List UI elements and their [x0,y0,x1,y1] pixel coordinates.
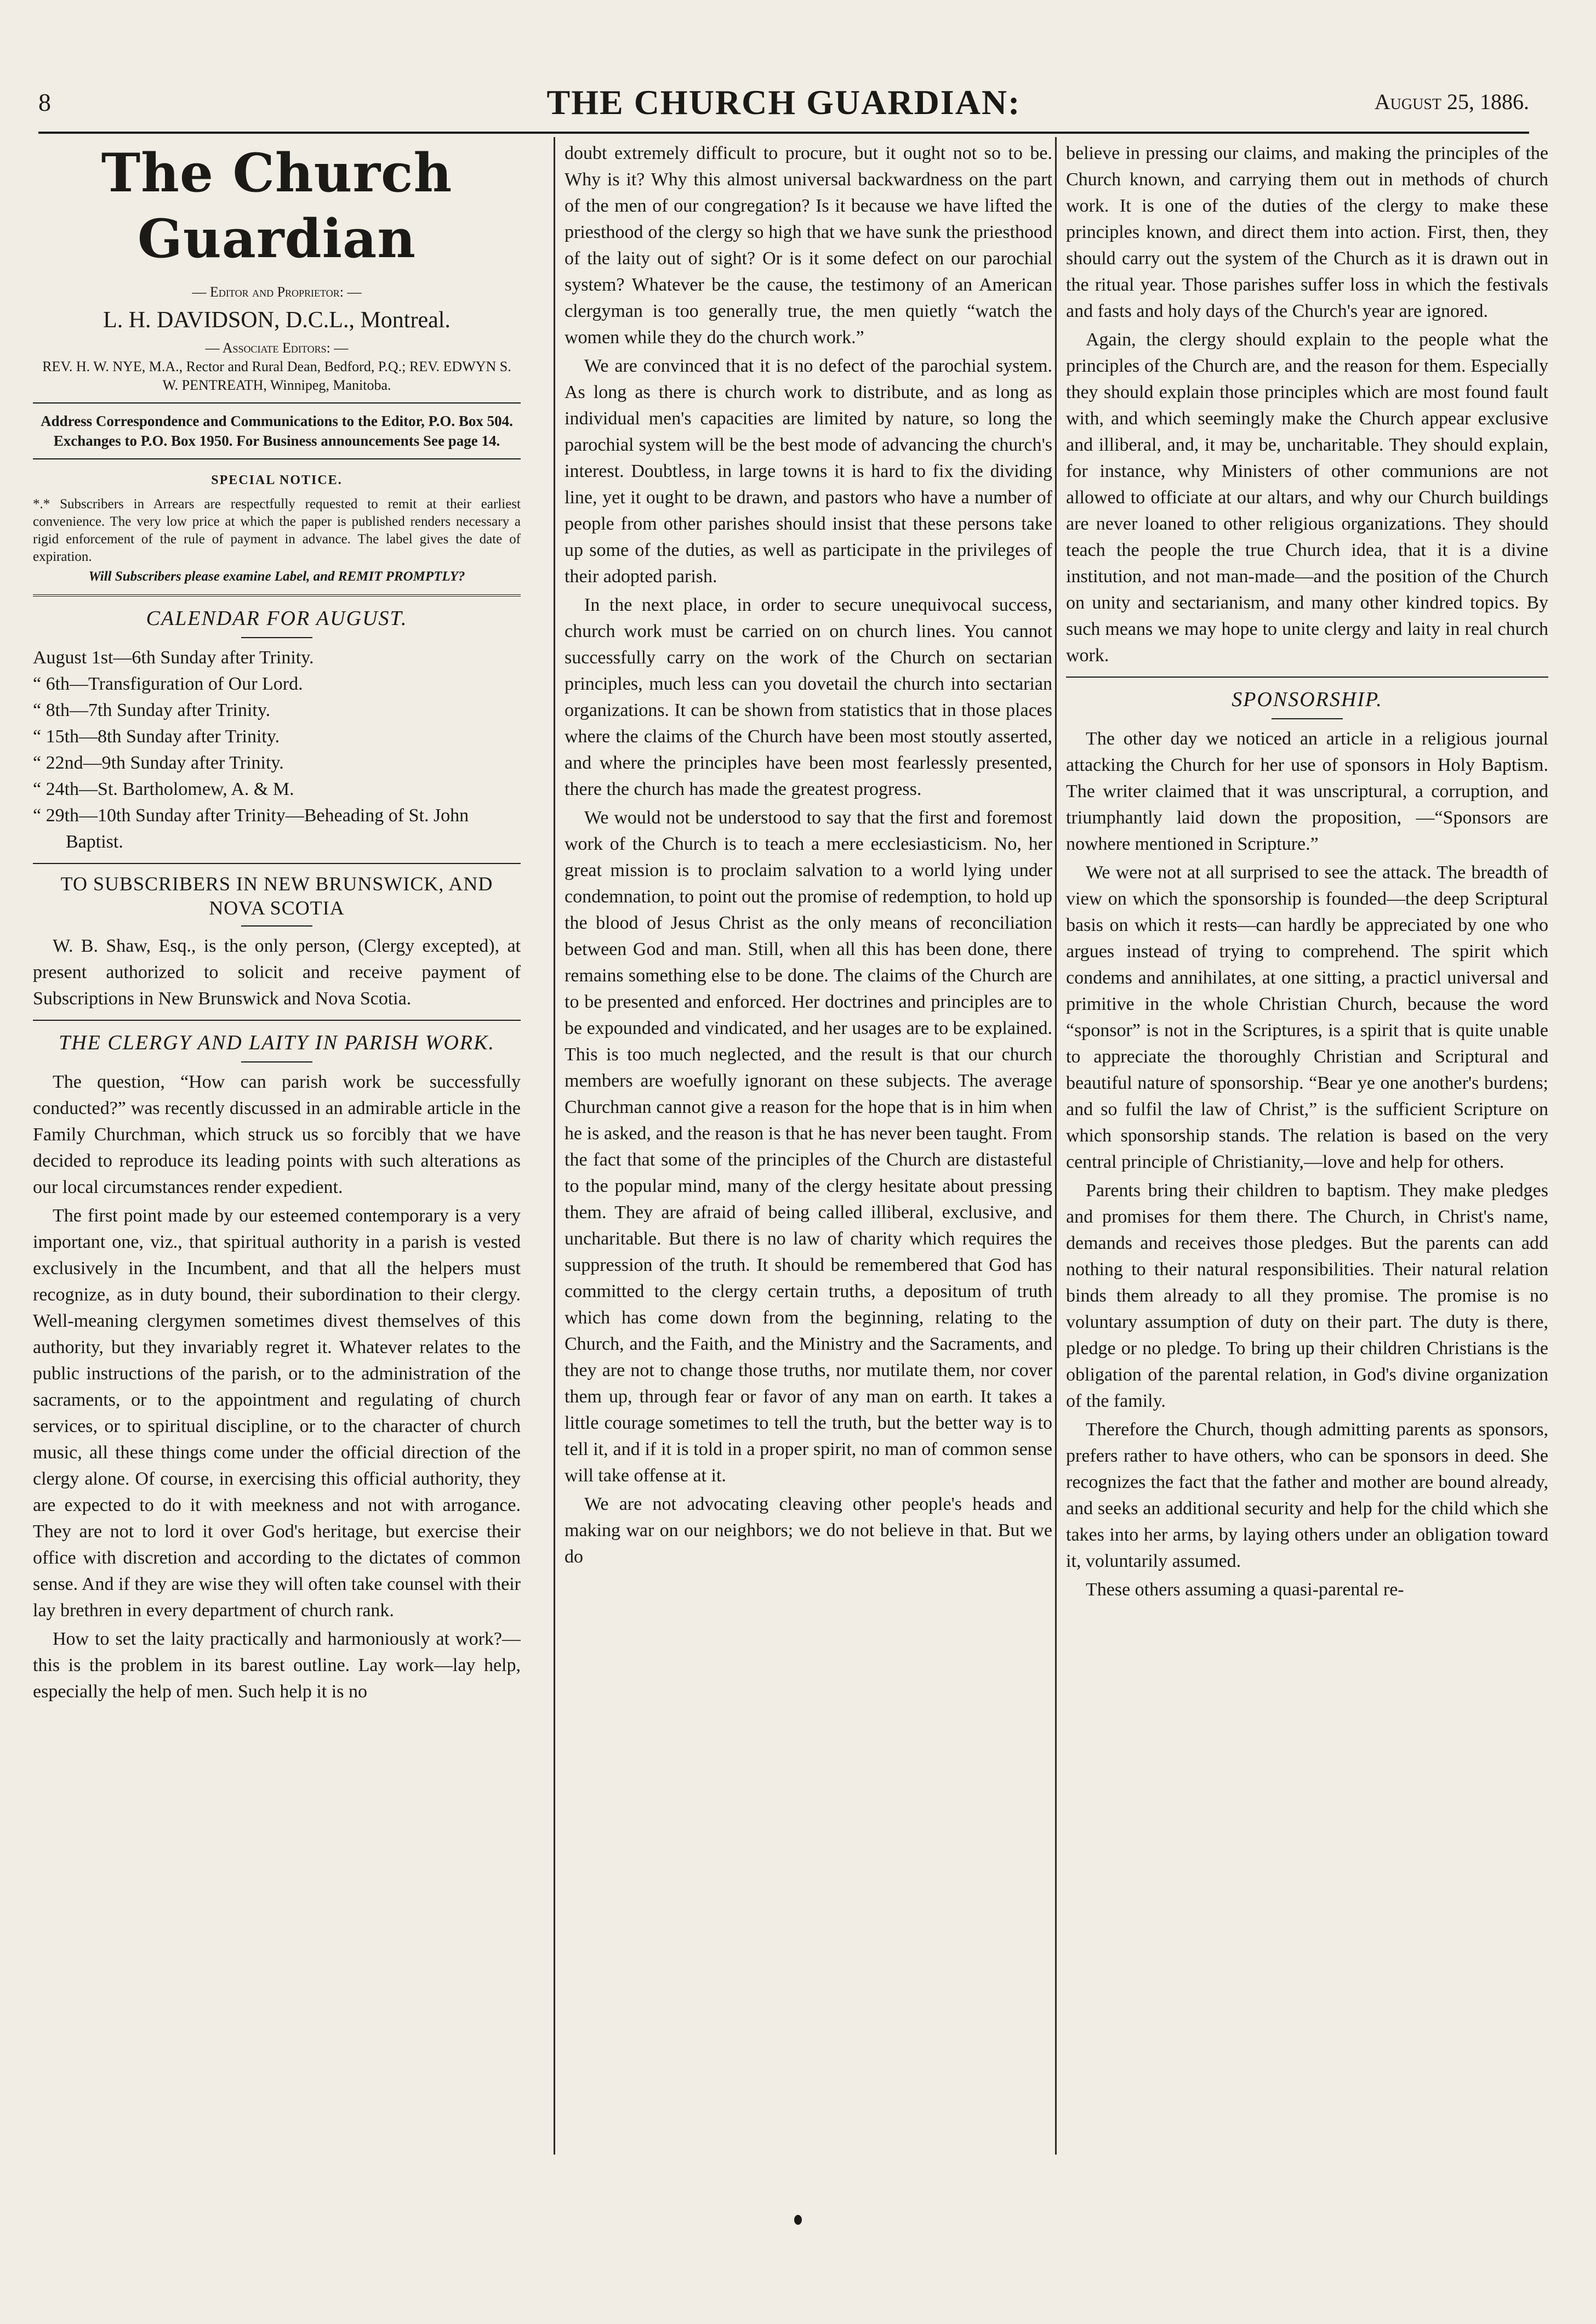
paragraph: The question, “How can parish work be successfully conducted?” was recently discussed in an admirable article in the Family Churchman, which struck us so forcibly that we have decided to reproduce its leading points with such alterations as our local circumstances render expedient. [33,1072,521,1197]
calendar-entry: “ 8th—7th Sunday after Trinity. [33,700,271,720]
rule [33,863,521,864]
issue-date: August 25, 1886. [1374,89,1529,114]
special-notice-tail: Will Subscribers please examine Label, and REMIT PROMPTLY? [88,569,465,584]
address-notice: Address Correspondence and Communications to the Editor, P.O. Box 504. Exchanges to P.O. Box 1950. For Business announcements See page 14. [41,413,513,449]
column-3 [1066,140,1548,1605]
paragraph: We are convinced that it is no defect of the parochial system. As long as there is church work to distribute, and as long as individual men's capacities are limited by nature, so long the parochial system will be the best mode of advancing the church's interest. Doubtless, in large towns it is hard to fix the dividing line, yet it ought to be drawn, and pastors who have a number of people from other parishes should insist that these persons take up some of the duties, as well as participate in the privileges of their adopted parish. [565,356,1052,587]
paragraph: How to set the laity practically and harmoniously at work?—this is the problem in its barest outline. Lay work—lay help, especially the help of men. Such help it is no [33,1629,521,1702]
column-2 [565,140,1052,1572]
article-heading: THE CLERGY AND LAITY IN PARISH WORK. [59,1031,495,1054]
header-rule [38,132,1529,134]
short-rule [1272,718,1343,719]
column-1 [33,140,521,1707]
subscribers-body: W. B. Shaw, Esq., is the only person, (Clergy excepted), at present authorized to solicit and receive payment of Subscriptions in New Brunswick and Nova Scotia. [33,936,521,1009]
paragraph: In the next place, in order to secure unequivocal success, church work must be carried on on church lines. You cannot successfully carry on the work of the Church on sectarian principles, much less can you dovetail the church into sectarian organizations. It can be shown from statistics that in those places where the claims of the Church have been most stoutly asserted, and where the principles have been most fearlessly presented, there the church has made the greatest progress. [565,595,1052,799]
paragraph: believe in pressing our claims, and making the principles of the Church known, and carrying them out in methods of church work. It is one of the duties of the clergy to make these principles known, and direct them into action. First, then, they should carry out the system of the Church as it is drawn out in the ritual year. Those parishes suffer loss in which the festivals and fasts and holy days of the Church's year are ignored. [1066,143,1548,321]
sponsorship-heading: SPONSORSHIP. [1232,688,1383,711]
special-notice-body: *.* Subscribers in Arrears are respectfully requested to remit at their earliest convenience. The very low price at which the paper is published renders necessary a rigid enforcement of the rule of payment in advance. The label gives the date of expiration. [33,497,521,564]
masthead: The Church Guardian [101,142,453,270]
calendar-entry: “ 6th—Transfiguration of Our Lord. [33,674,303,694]
special-notice-heading: SPECIAL NOTICE. [211,473,343,487]
calendar-entry: “ 15th—8th Sunday after Trinity. [33,726,280,747]
paragraph: Again, the clergy should explain to the people what the principles of the Church are, and the reason for them. Especially they should explain those principles which are most found fault with, and which seemingly make the Church appear exclusive and illiberal, and, it may be, uncharitable. They should explain, for instance, why Ministers of other communions are not allowed to officiate at our altars, and why our Church buildings are never loaned to other religious organizations. They should teach the people the true Church idea, that it is a divine institution, and not man-made—and the position of the Church on unity and sectarianism, and many other kindred topics. By such means we may hope to unite clergy and laity in real church work. [1066,329,1548,666]
paragraph: We would not be understood to say that the first and foremost work of the Church is to teach a mere ecclesiasticism. No, her great mission is to proclaim salvation to a world lying under condemnation, to point out the promise of redemption, to hold up the blood of Jesus Christ as the only means of reconciliation between God and man. Still, when all this has been done, there remains something else to be done. The claims of the Church are to be presented and enforced. Her doctrines and principles are to be expounded and vindicated, and her usages are to be explained. This is too much neglected, and the result is that our church members are woefully ignorant on these subjects. The average Churchman cannot give a reason for the hope that is in him when he is asked, and the reason is that he has never been taught. From the fact that some of the principles of the Church are distasteful to the popular mind, many of the clergy hesitate about pressing them. They are afraid of being called illiberal, exclusive, and uncharitable. But there is no law of charity which requires the suppression of the truth. It should be remembered that God has committed to the clergy certain truths, a depositum of truth which has come down from the beginning, relating to the Church, and the Faith, and the Ministry and the Sacraments, and they are not to change those truths, nor mutilate them, nor cover them up, through fear or favor of any man on earth. It takes a little courage sometimes to tell the truth, but the better way is to tell it, and if it is told in a proper spirit, no man of common sense will take offense at it. [565,808,1052,1486]
short-rule [241,637,312,638]
rule [1066,677,1548,678]
paragraph: We were not at all surprised to see the attack. The breadth of view on which the sponsorship is founded—the deep Scriptural basis on which it rests—can hardly be appreciated by one who argues instead of trying to comprehend. The spirit which condems and annihilates, at one sitting, a practicl universal and primitive in the whole Christian Church, because the word “sponsor” is not in the Scriptures, is a spirit that is quite unable to appreciate the thoroughly Christian and Scriptural and beautiful nature of sponsorship. “Bear ye one another's burdens; and so fulfil the law of Christ,” is the sufficient Scripture on which sponsorship stands. The relation is based on the very central principle of Christianity,—love and help for others. [1066,862,1548,1172]
associate-editors: REV. H. W. NYE, M.A., Rector and Rural Dean, Bedford, P.Q.; REV. EDWYN S. W. PENTREATH, Winnipeg, Manitoba. [42,359,511,393]
editor-label: — Editor and Proprietor: — [192,284,362,300]
ink-dot [794,2215,802,2225]
page-number: 8 [38,88,51,116]
calendar-heading: CALENDAR FOR AUGUST. [146,607,408,630]
paragraph: The other day we noticed an article in a religious journal attacking the Church for her use of sponsors in Holy Baptism. The writer claimed that it was unscriptural, a corruption, and triumphantly laid down the proposition, —“Sponsors are nowhere mentioned in Scripture.” [1066,729,1548,854]
calendar-entry: “ 22nd—9th Sunday after Trinity. [33,753,284,773]
paragraph: These others assuming a quasi-parental re- [1086,1579,1404,1600]
paragraph: doubt extremely difficult to procure, but it ought not so to be. Why is it? Why this almost universal backwardness on the part of the men of our congregation? Is it because we have lifted the priesthood of the clergy so high that we have sunk the priesthood of the laity out of sight? Or is it some defect on our parochial system? Whatever be the cause, the testimony of an American clergyman is too generally true, the men quietly “watch the women while they do the church work.” [565,143,1052,348]
rule [33,402,521,404]
calendar-entry: August 1st—6th Sunday after Trinity. [33,647,314,668]
running-title: THE CHURCH GUARDIAN: [546,83,1021,122]
calendar-entry: “ 29th—10th Sunday after Trinity—Beheading of St. John Baptist. [33,805,469,852]
double-rule [33,594,521,596]
editor-name: L. H. DAVIDSON, D.C.L., Montreal. [103,308,451,333]
associate-editors-label: — Associate Editors: — [205,340,349,356]
rule [33,1020,521,1021]
calendar-list [33,645,521,855]
paragraph: The first point made by our esteemed contemporary is a very important one, viz., that spiritual authority in a parish is vested exclusively in the Incumbent, and that all the helpers must recognize, as in duty bound, their subordination to their clergy. Well-meaning clergymen sometimes divest themselves of this authority, but they invariably regret it. Whatever relates to the public instructions of the parish, or to the administration of the sacraments, or to the appointment and regulating of church services, or to spiritual discipline, or to the character of church music, all these things come under the official direction of the clergy alone. Of course, in exercising this official authority, they are expected to do it with meekness and not with arrogance. They are not to lord it over God's heritage, but exercise their office with discretion and according to the dictates of common sense. And if they are wise they will often take counsel with their lay brethren in every department of church rank. [33,1206,521,1621]
paragraph: Parents bring their children to baptism. They make pledges and promises for them there. The Church, in Christ's name, demands and receives those pledges. But the parents can add nothing to their natural responsibilities. Their natural relation binds them already to all they promise. The promise is no voluntary assumption of duty on their part. The duty is there, pledge or no pledge. To bring up their children Christians is the obligation of the parental relation, in God's divine organization of the family. [1066,1180,1548,1411]
column-divider-2 [1055,137,1057,2155]
calendar-entry: “ 24th—St. Bartholomew, A. & M. [33,779,294,799]
rule [33,458,521,459]
short-rule [241,925,312,927]
subscribers-heading: TO SUBSCRIBERS IN NEW BRUNSWICK, AND NOVA SCOTIA [60,873,493,919]
short-rule [241,1061,312,1062]
paragraph: We are not advocating cleaving other people's heads and making war on our neighbors; we do not believe in that. But we do [565,1494,1052,1567]
column-divider-1 [554,137,555,2155]
paragraph: Therefore the Church, though admitting parents as sponsors, prefers rather to have others, who can be sponsors in deed. She recognizes the fact that the father and mother are bound already, and seeks an additional security and help for the child which she takes into her arms, by laying others under an obligation toward it, voluntarily assumed. [1066,1419,1548,1571]
